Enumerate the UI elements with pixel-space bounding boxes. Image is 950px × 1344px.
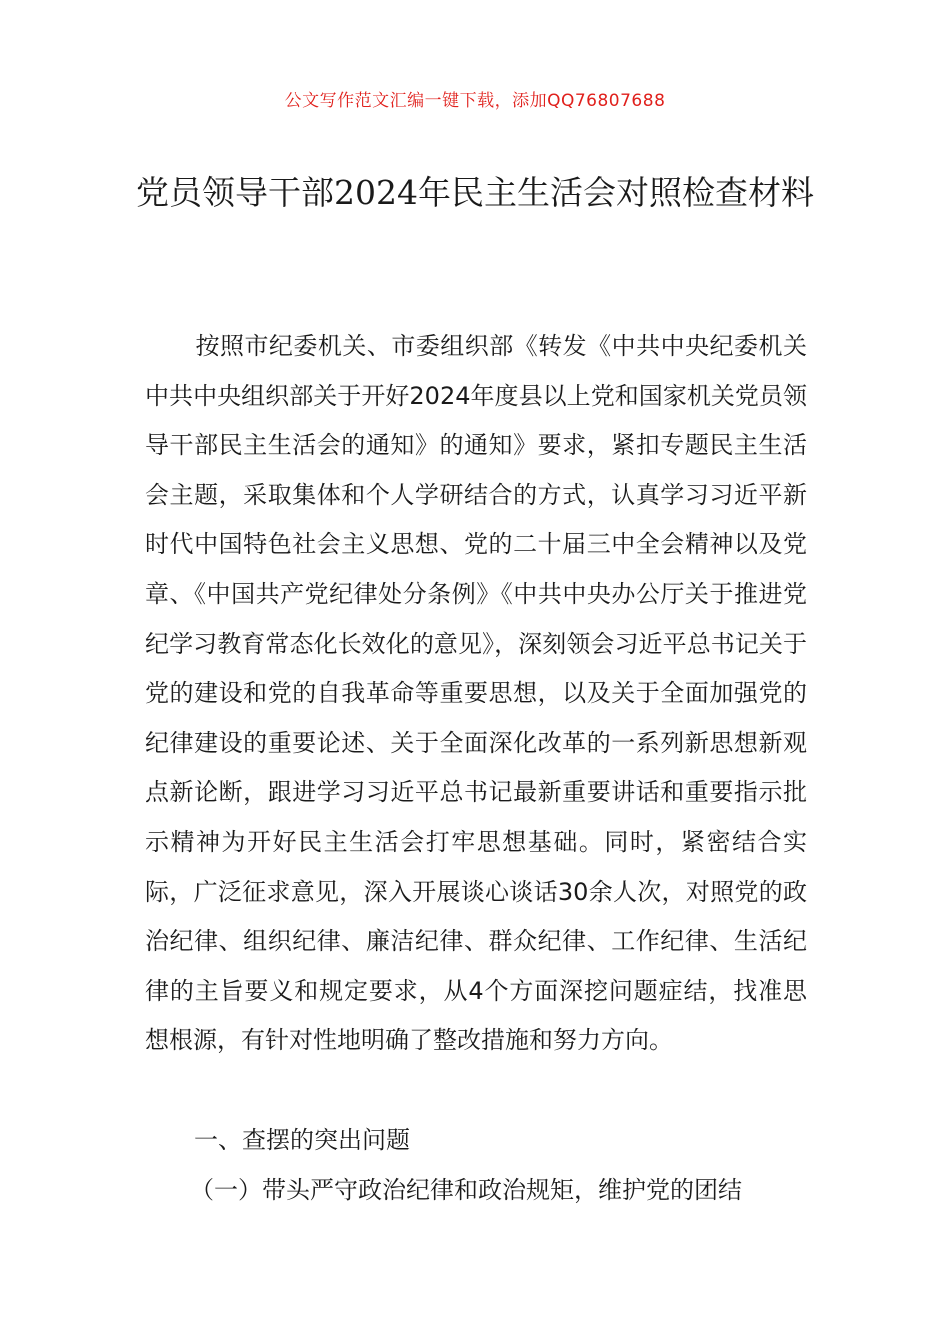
- intro-paragraph: [145, 322, 807, 1066]
- section-heading-problems: 一、查摆的突出问题: [194, 1126, 410, 1154]
- document-title: 党员领导干部2024年民主生活会对照检查材料: [136, 173, 814, 212]
- subsection-heading-political-discipline: （一）带头严守政治纪律和政治规矩，维护党的团结: [190, 1176, 742, 1204]
- intro-paragraph-text: 按照市纪委机关、市委组织部《转发《中共中央纪委机关中共中央组织部关于开好2024年度县以上党和国家机关党员领导干部民主生活会的通知》的通知》要求，紧扣专题民主生活会主题，采取集体和个人学研结合的方式，认真学习习近平新时代中国特色社会主义思想、党的二十届三中全会精神以及党章、《中国共产党纪律处分条例》《中共中央办公厅关于推进党纪学习教育常态化长效化的意见》，深刻领会习近平总书记关于党的建设和党的自我革命等重要思想，以及关于全面加强党的纪律建设的重要论述、关于全面深化改革的一系列新思想新观点新论断，跟进学习习近平总书记最新重要讲话和重要指示批示精神为开好民主生活会打牢思想基础。同时，紧密结合实际，广泛征求意见，深入开展谈心谈话30余人次，对照党的政治纪律、组织纪律、廉洁纪律、群众纪律、工作纪律、生活纪律的主旨要义和规定要求，从4个方面深挖问题症结，找准思想根源，有针对性地明确了整改措施和努力方向。: [145, 332, 807, 1055]
- header-promo-note: 公文写作范文汇编一键下载，添加QQ76807688: [284, 91, 666, 111]
